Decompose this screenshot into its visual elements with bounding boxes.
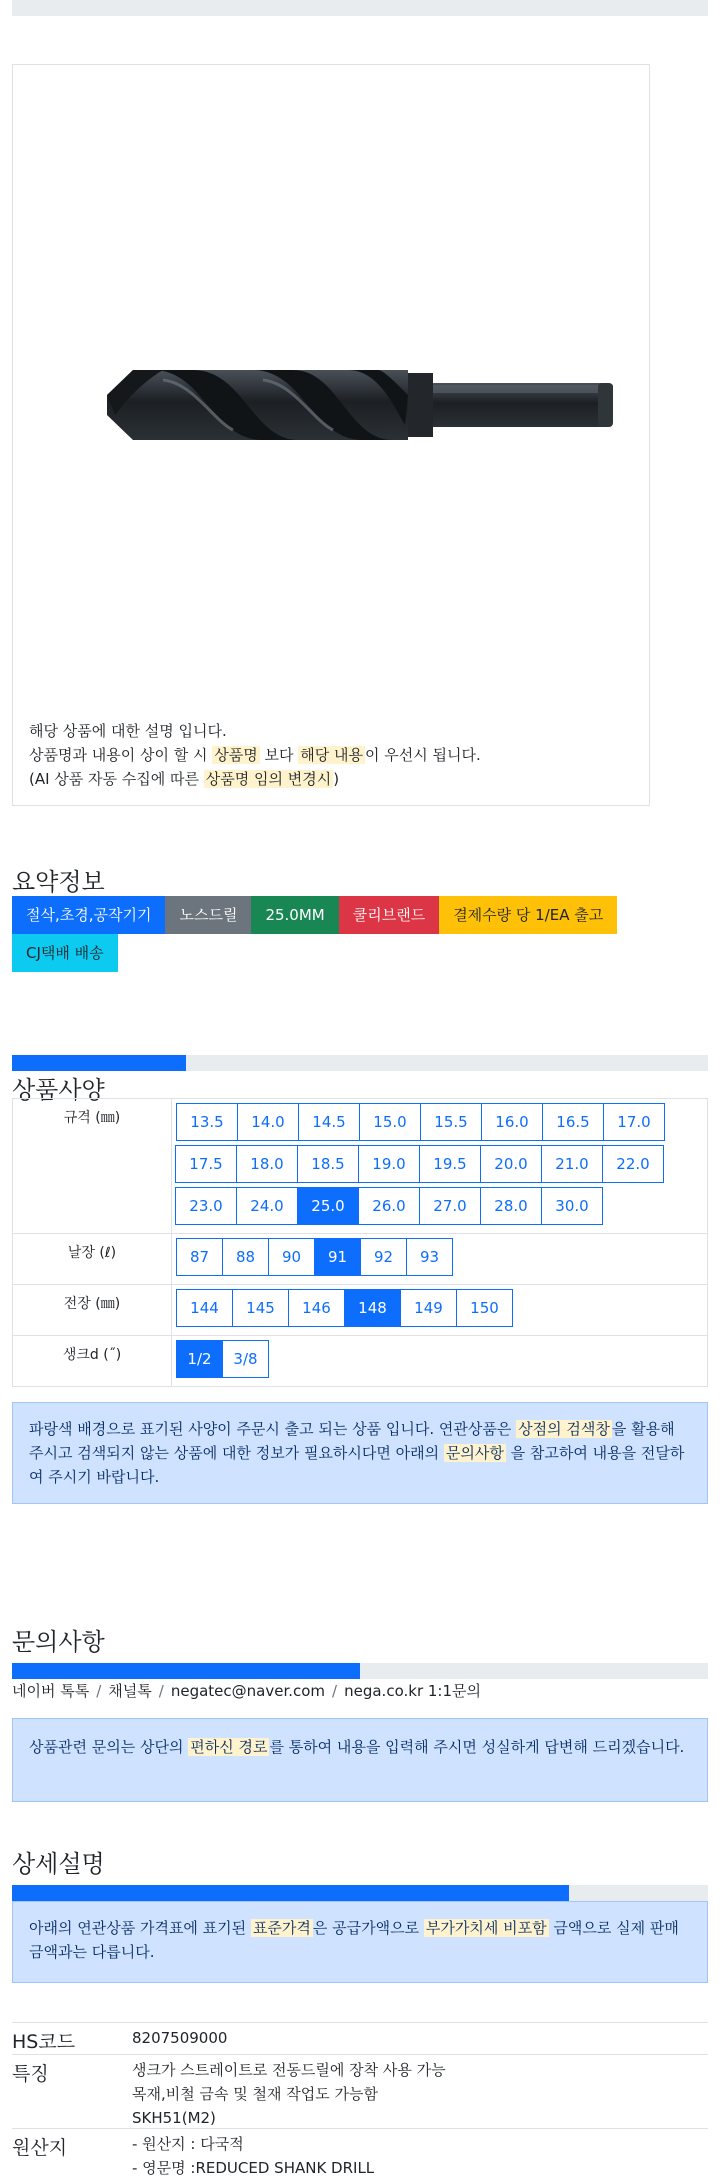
product-description <box>29 719 481 791</box>
spec-label: 규격 (㎜) <box>13 1099 172 1234</box>
spec-option-button[interactable]: 93 <box>406 1238 453 1276</box>
desc-text: 보다 <box>259 746 299 764</box>
spec-option-button[interactable]: 14.0 <box>237 1103 299 1141</box>
desc-line-3 <box>29 767 481 791</box>
spec-option-button[interactable]: 15.5 <box>420 1103 482 1141</box>
feature-line: 생크가 스트레이트로 전동드릴에 장착 사용 가능 <box>132 2061 446 2079</box>
spec-option-button[interactable]: 25.0 <box>297 1187 359 1225</box>
feature-line: SKH51(M2) <box>132 2109 216 2127</box>
summary-badge: 쿨리브랜드 <box>339 896 439 934</box>
notice-text: 을 참고하여 내용을 전달하여 주시기 바랍니다. <box>29 1444 685 1486</box>
spec-option-button[interactable]: 87 <box>176 1238 223 1276</box>
spec-option-button[interactable]: 22.0 <box>602 1145 664 1183</box>
separator: / <box>96 1682 102 1700</box>
spec-option-button[interactable]: 18.0 <box>236 1145 298 1183</box>
spec-option-button[interactable]: 28.0 <box>480 1187 542 1225</box>
inquiry-progress-fill <box>12 1663 360 1679</box>
spec-option-button[interactable]: 23.0 <box>175 1187 237 1225</box>
spec-label: 전장 (㎜) <box>13 1285 172 1336</box>
detail-title: 상세설명 <box>12 1850 105 1878</box>
highlight-standard-price: 표준가격 <box>252 1919 311 1937</box>
spec-option-button[interactable]: 145 <box>232 1289 289 1327</box>
notice-text: 금액으로 실제 판매금액과는 다릅니다. <box>29 1919 679 1961</box>
spec-option-button[interactable]: 88 <box>222 1238 269 1276</box>
spec-option-button[interactable]: 15.0 <box>359 1103 421 1141</box>
spec-options <box>176 1289 703 1331</box>
spec-label: 생크d (˝) <box>13 1336 172 1387</box>
spec-options-cell <box>172 1336 708 1387</box>
specs-progress <box>12 1055 708 1071</box>
spec-option-button[interactable]: 20.0 <box>480 1145 542 1183</box>
spec-option-button[interactable]: 146 <box>288 1289 345 1327</box>
spec-options-cell <box>172 1234 708 1285</box>
inquiry-progress <box>12 1663 708 1679</box>
highlight-name-change: 상품명 임의 변경시 <box>205 770 332 788</box>
feature-row <box>12 2054 708 2131</box>
notice-text: 를 통하여 내용을 입력해 주시면 성실하게 답변해 드리겠습니다. <box>269 1738 685 1756</box>
highlight-product-name: 상품명 <box>214 746 258 764</box>
spec-option-button[interactable]: 19.5 <box>419 1145 481 1183</box>
feature-label: 특징 <box>12 2063 49 2085</box>
feature-line: 목재,비철 금속 및 철재 작업도 가능함 <box>132 2085 378 2103</box>
spec-option-button[interactable]: 16.0 <box>481 1103 543 1141</box>
spec-option-button[interactable]: 18.5 <box>297 1145 359 1183</box>
desc-text: 상품명과 내용이 상이 할 시 <box>29 746 213 764</box>
desc-text: (AI 상품 자동 수집에 따른 <box>29 770 204 788</box>
origin-value <box>132 2132 374 2180</box>
spec-option-button[interactable]: 26.0 <box>358 1187 420 1225</box>
spec-option-button[interactable]: 90 <box>268 1238 315 1276</box>
contact-email[interactable]: negatec@naver.com <box>170 1682 326 1700</box>
spec-options <box>176 1340 703 1382</box>
desc-text: ) <box>333 770 340 788</box>
spec-row <box>13 1099 708 1234</box>
contact-qna-link[interactable]: nega.co.kr 1:1문의 <box>344 1682 481 1700</box>
notice-text: 을 활용해 주시고 검색되지 않는 상품에 대한 정보가 필요하시다면 아래의 <box>29 1420 675 1462</box>
spec-option-button[interactable]: 21.0 <box>541 1145 603 1183</box>
detail-progress <box>12 1885 708 1901</box>
spec-option-button[interactable]: 24.0 <box>236 1187 298 1225</box>
separator: / <box>158 1682 164 1700</box>
highlight-search: 상점의 검색창 <box>518 1420 610 1438</box>
spec-options <box>176 1103 703 1229</box>
spec-option-button[interactable]: 149 <box>400 1289 457 1327</box>
spec-row <box>13 1234 708 1285</box>
origin-line: - 원산지 : 다국적 <box>132 2135 244 2153</box>
hs-code-label: HS코드 <box>12 2031 76 2053</box>
origin-label: 원산지 <box>12 2137 68 2159</box>
spec-option-button[interactable]: 17.0 <box>603 1103 665 1141</box>
notice-text: 아래의 연관상품 가격표에 표기된 <box>29 1919 251 1937</box>
summary-title: 요약정보 <box>12 868 105 896</box>
spec-option-button[interactable]: 19.0 <box>358 1145 420 1183</box>
spec-option-button[interactable]: 16.5 <box>542 1103 604 1141</box>
notice-text: 상품관련 문의는 상단의 <box>29 1738 189 1756</box>
desc-line-2 <box>29 743 481 767</box>
specs-title: 상품사양 <box>12 1076 105 1104</box>
detail-notice <box>12 1901 708 1983</box>
spec-options <box>176 1238 703 1280</box>
spec-option-button[interactable]: 92 <box>360 1238 407 1276</box>
spec-option-button[interactable]: 144 <box>176 1289 233 1327</box>
contact-channel-talk[interactable]: 채널톡 <box>108 1682 152 1700</box>
spec-options-cell <box>172 1285 708 1336</box>
spec-options-cell <box>172 1099 708 1234</box>
hs-code-row <box>12 2022 708 2055</box>
summary-badges <box>12 896 652 972</box>
spec-option-button[interactable]: 30.0 <box>541 1187 603 1225</box>
inquiry-notice <box>12 1718 708 1802</box>
spec-option-button[interactable]: 91 <box>314 1238 361 1276</box>
highlight-route: 편하신 경로 <box>190 1738 268 1756</box>
spec-table <box>12 1098 708 1387</box>
drill-image <box>93 335 623 475</box>
contact-naver-talk[interactable]: 네이버 톡톡 <box>12 1682 90 1700</box>
feature-value <box>132 2058 446 2130</box>
notice-text: 파랑색 배경으로 표기된 사양이 주문시 출고 되는 상품 입니다. 연관상품은 <box>29 1420 517 1438</box>
summary-badge: 절삭,초경,공작기기 <box>12 896 165 934</box>
summary-badge: 결제수량 당 1/EA 출고 <box>439 896 617 934</box>
spec-option-button[interactable]: 150 <box>456 1289 513 1327</box>
spec-option-button[interactable]: 1/2 <box>176 1340 223 1378</box>
highlight-inquiry: 문의사항 <box>445 1444 504 1462</box>
notice-text: 은 공급가액으로 <box>312 1919 424 1937</box>
spec-option-button[interactable]: 27.0 <box>419 1187 481 1225</box>
inquiry-title: 문의사항 <box>12 1628 105 1656</box>
origin-line: - 영문명 :REDUCED SHANK DRILL <box>132 2159 375 2177</box>
contact-links <box>12 1680 481 1701</box>
hs-code-value: 8207509000 <box>132 2029 228 2047</box>
spec-option-button[interactable]: 17.5 <box>175 1145 237 1183</box>
spec-option-button[interactable]: 13.5 <box>176 1103 238 1141</box>
spec-row <box>13 1336 708 1387</box>
spec-row <box>13 1285 708 1336</box>
spec-option-button[interactable]: 14.5 <box>298 1103 360 1141</box>
summary-badge: 25.0MM <box>251 896 338 934</box>
specs-notice <box>12 1402 708 1504</box>
spec-option-button[interactable]: 3/8 <box>222 1340 269 1378</box>
separator: / <box>332 1682 338 1700</box>
highlight-content: 해당 내용 <box>300 746 363 764</box>
product-image-card <box>12 64 650 806</box>
origin-row <box>12 2128 708 2177</box>
desc-line-1: 해당 상품에 대한 설명 입니다. <box>29 722 227 740</box>
desc-text: 이 우선시 됩니다. <box>364 746 481 764</box>
summary-badge: 노스드릴 <box>165 896 251 934</box>
specs-progress-fill <box>12 1055 186 1071</box>
top-scroll-bar <box>12 0 708 16</box>
detail-progress-fill <box>12 1885 569 1901</box>
summary-badge: CJ택배 배송 <box>12 934 118 972</box>
highlight-vat: 부가가치세 비포함 <box>425 1919 547 1937</box>
spec-option-button[interactable]: 148 <box>344 1289 401 1327</box>
spec-label: 날장 (ℓ) <box>13 1234 172 1285</box>
